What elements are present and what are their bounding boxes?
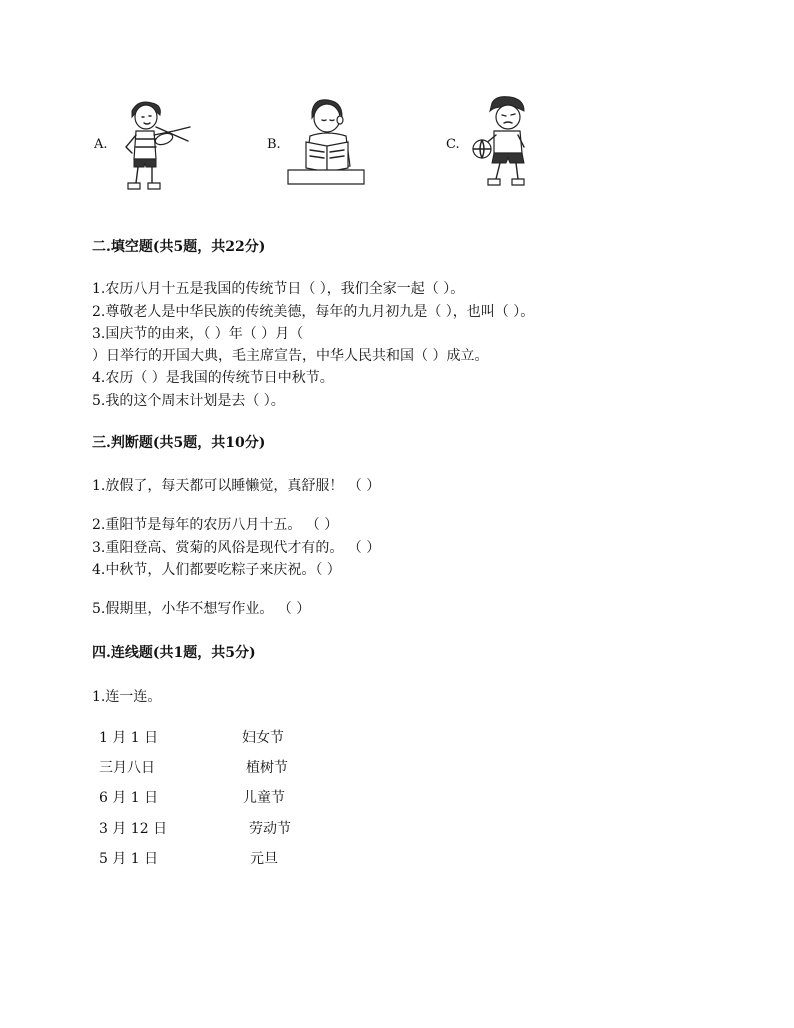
festival-item: 植树节 [246,760,288,776]
reading-child-icon [284,96,368,192]
festival-item: 劳动节 [249,821,291,837]
fill-question-1: 1.农历八月十五是我国的传统节日（ ），我们全家一起（ ）。 [92,281,465,297]
date-item: 1 月 1 日 [99,730,159,746]
festival-item: 元旦 [250,851,278,867]
festival-item: 儿童节 [243,790,285,806]
fill-question-5: 5.我的这个周末计划是去（ ）。 [92,393,285,409]
date-item: 5 月 1 日 [99,851,159,867]
section-2-title: 二.填空题(共5题，共22分) [92,239,266,255]
violin-child-icon [118,97,198,201]
option-a-label: A. [94,137,108,152]
matching-question: 1.连一连。 [92,689,162,705]
judge-question-1: 1.放假了，每天都可以睡懒觉，真舒服！ （ ） [92,478,381,494]
festival-item: 妇女节 [242,730,284,746]
option-c-label: C. [446,137,460,152]
judge-question-3: 3.重阳登高、赏菊的风俗是现代才有的。 （ ） [92,540,381,556]
fill-question-3-cont: ）日举行的开国大典，毛主席宣告，中华人民共和国（ ）成立。 [92,348,489,364]
section-3-title: 三.判断题(共5题，共10分) [92,435,266,451]
fill-question-4: 4.农历（ ）是我国的传统节日中秋节。 [92,370,334,386]
date-item: 3 月 12 日 [99,821,168,837]
section-4-title: 四.连线题(共1题，共5分) [92,645,256,661]
option-b-label: B. [267,137,281,152]
judge-question-2: 2.重阳节是每年的农历八月十五。 （ ） [92,517,339,533]
fill-question-3: 3.国庆节的由来，（ ）年（ ）月（ [92,326,304,342]
judge-question-4: 4.中秋节，人们都要吃粽子来庆祝。（ ） [92,562,341,578]
judge-question-5: 5.假期里，小华不想写作业。 （ ） [92,601,311,617]
date-item: 三月八日 [99,760,155,776]
fill-question-2: 2.尊敬老人是中华民族的传统美德，每年的九月初九是（ ），也叫（ ）。 [92,304,535,320]
basketball-child-icon [466,95,536,199]
date-item: 6 月 1 日 [99,790,159,806]
